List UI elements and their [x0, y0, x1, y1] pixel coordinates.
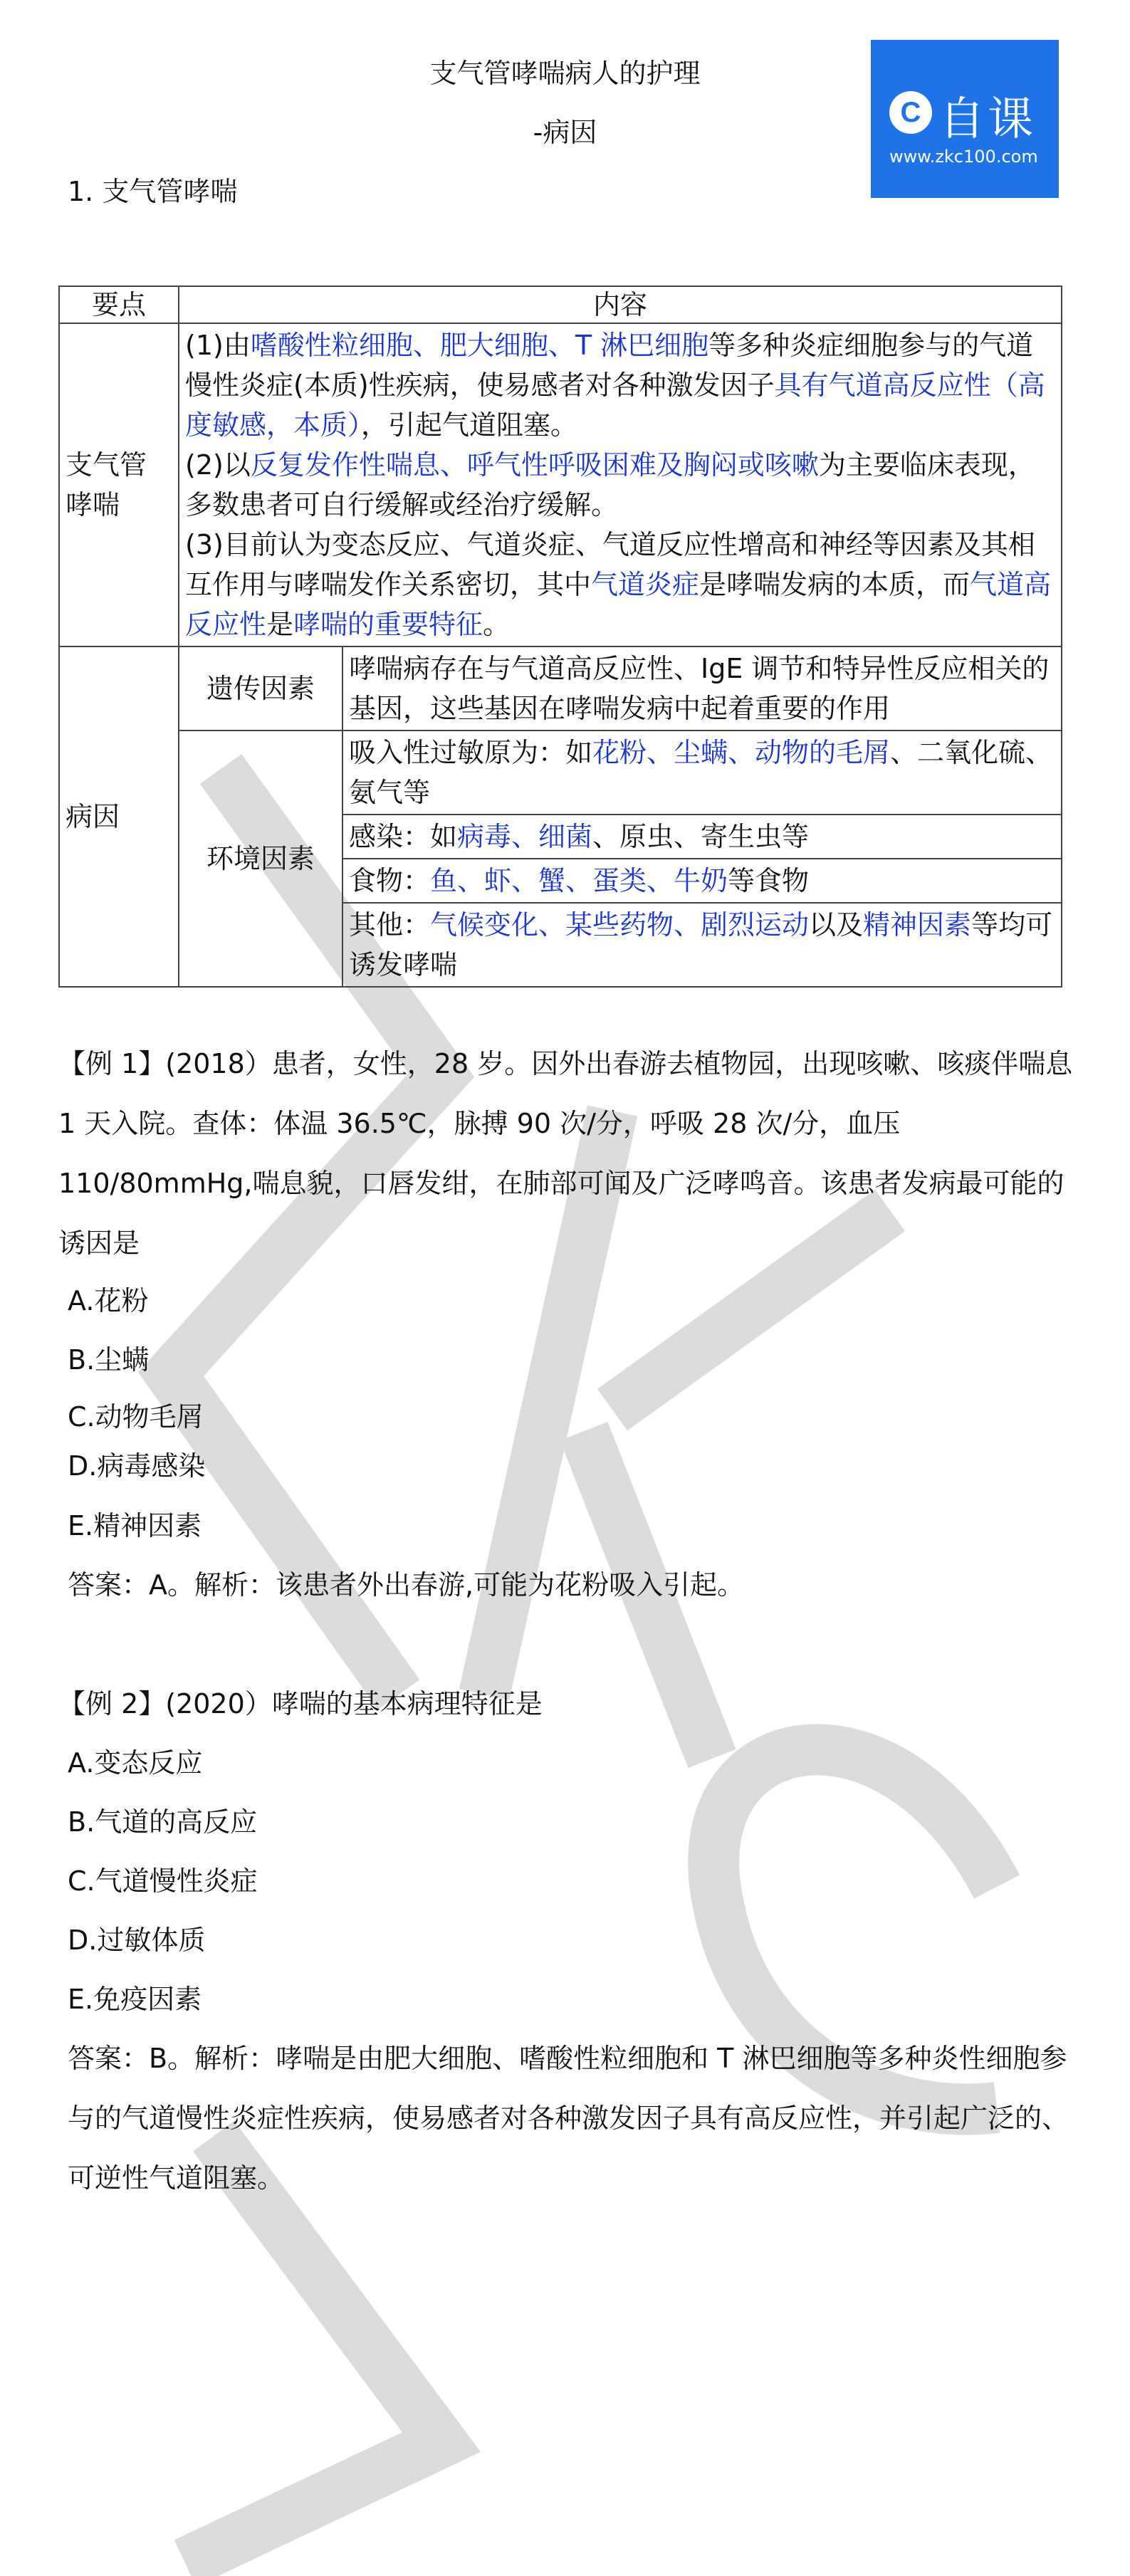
logo-name: 自课	[939, 93, 1036, 146]
example-2-option: C.气道慢性炎症	[68, 1865, 258, 1897]
text: 等均可诱发哮喘	[349, 909, 1053, 980]
logo-url: www.zkc100.com	[889, 147, 1038, 167]
example-1-option: B.尘螨	[68, 1344, 150, 1376]
highlight: 哮喘的重要特征	[293, 609, 483, 640]
text: (2)以	[185, 449, 251, 481]
example-1-option: C.动物毛屑	[68, 1401, 204, 1433]
header-content: 内容	[179, 286, 1062, 323]
example-1-option: E.精神因素	[68, 1510, 202, 1541]
highlight: 气道炎症	[591, 569, 700, 600]
highlight: 反复发作性喘息、呼气性呼吸困难及胸闷或咳嗽	[250, 449, 819, 481]
text: 、二氧化硫、氨气等	[349, 737, 1053, 808]
example-2-stem: 【例 2】(2020）哮喘的基本病理特征是	[58, 1688, 543, 1719]
example-1-stem: 【例 1】(2018）患者，女性，28 岁。因外出春游去植物园，出现咳嗽、咳痰伴喘息 1 天入院。查体：体温 36.5℃，脉搏 90 次/分，呼吸 28 次/分，血压 110/80mmHg,喘息貌，口唇发绀，在肺部可闻及广泛哮鸣音。该患者发病最可能的诱因是	[58, 1048, 1073, 1259]
text: ，引起气道阻塞。	[361, 409, 578, 441]
env-other	[342, 903, 1062, 987]
text: 等食物	[728, 865, 810, 896]
example-2-answer: 答案：B。解析：哮喘是由肥大细胞、嗜酸性粒细胞和 T 淋巴细胞等多种炎性细胞参与的气道慢性炎症性疾病，使易感者对各种激发因子具有高反应性，并引起广泛的、可逆性气道阻塞。	[68, 2043, 1069, 2194]
row-label-cause: 病因	[59, 646, 179, 987]
text: (3)目前认为变态反应、气道炎症、气道反应性增高和神经等因素及其相互作用与哮喘发作关系密切，其中	[185, 529, 1035, 600]
text: 是	[266, 609, 294, 640]
text: 吸入性过敏原为：如	[349, 737, 593, 768]
table-row-asthma	[59, 323, 1062, 646]
env-inhale	[342, 731, 1062, 815]
example-2-option: E.免疫因素	[68, 1984, 202, 2015]
example-1-answer: 答案：A。解析：该患者外出春游,可能为花粉吸入引起。	[68, 1569, 745, 1601]
text: 食物：	[349, 865, 431, 896]
table-row-env-inhale	[59, 731, 1062, 815]
example-1-option: D.病毒感染	[68, 1450, 206, 1482]
highlight: 花粉、尘螨、动物的毛屑	[592, 737, 891, 768]
table-row-genetic	[59, 646, 1062, 731]
highlight: 精神因素	[863, 909, 972, 941]
asthma-point-1	[185, 325, 1055, 445]
text: 以及	[809, 909, 864, 941]
row-label-asthma: 支气管哮喘	[59, 323, 179, 646]
highlight: 气候变化、某些药物、剧烈运动	[430, 909, 810, 941]
page-subtitle: -病因	[533, 117, 597, 148]
label-genetic: 遗传因素	[179, 646, 342, 731]
example-1-option: A.花粉	[68, 1285, 149, 1316]
logo-mark-icon: C	[889, 91, 932, 134]
asthma-content	[179, 323, 1062, 646]
text: 其他：	[349, 909, 431, 941]
env-food	[342, 859, 1062, 903]
highlight: 病毒、细菌	[457, 821, 593, 852]
text: 为主要临床表现，多数患者可自行缓解或经治疗缓解。	[185, 449, 1035, 520]
summary-table	[58, 286, 1062, 988]
highlight: 嗜酸性粒细胞、肥大细胞、T 淋巴细胞	[250, 330, 709, 361]
section-heading: 1. 支气管哮喘	[68, 176, 238, 207]
example-2-option: A.变态反应	[68, 1747, 203, 1779]
text: (1)由	[185, 330, 251, 361]
highlight: 具有气道高反应性（高度敏感，本质）	[185, 370, 1045, 441]
genetic-text: 哮喘病存在与气道高反应性、IgE 调节和特异性反应相关的基因，这些基因在哮喘发病中起着重要的作用	[342, 646, 1062, 731]
example-2-option: B.气道的高反应	[68, 1806, 258, 1838]
text: 。	[483, 609, 511, 640]
text: 、原虫、寄生虫等	[592, 821, 810, 852]
asthma-point-3	[185, 525, 1055, 644]
highlight: 鱼、虾、蟹、蛋类、牛奶	[430, 865, 728, 896]
table-header-row	[59, 286, 1062, 323]
text: 是哮喘发病的本质，而	[699, 569, 971, 600]
env-infect	[342, 815, 1062, 859]
example-2-option: D.过敏体质	[68, 1925, 206, 1956]
label-environment: 环境因素	[179, 731, 342, 987]
page-title: 支气管哮喘病人的护理	[429, 58, 701, 89]
text: 等多种炎症细胞参与的气道慢性炎症(本质)性疾病，使易感者对各种激发因子	[185, 330, 1034, 401]
header-key: 要点	[59, 286, 179, 323]
text: 感染：如	[349, 821, 458, 852]
asthma-point-2	[185, 445, 1055, 525]
highlight: 气道高反应性	[185, 569, 1052, 640]
